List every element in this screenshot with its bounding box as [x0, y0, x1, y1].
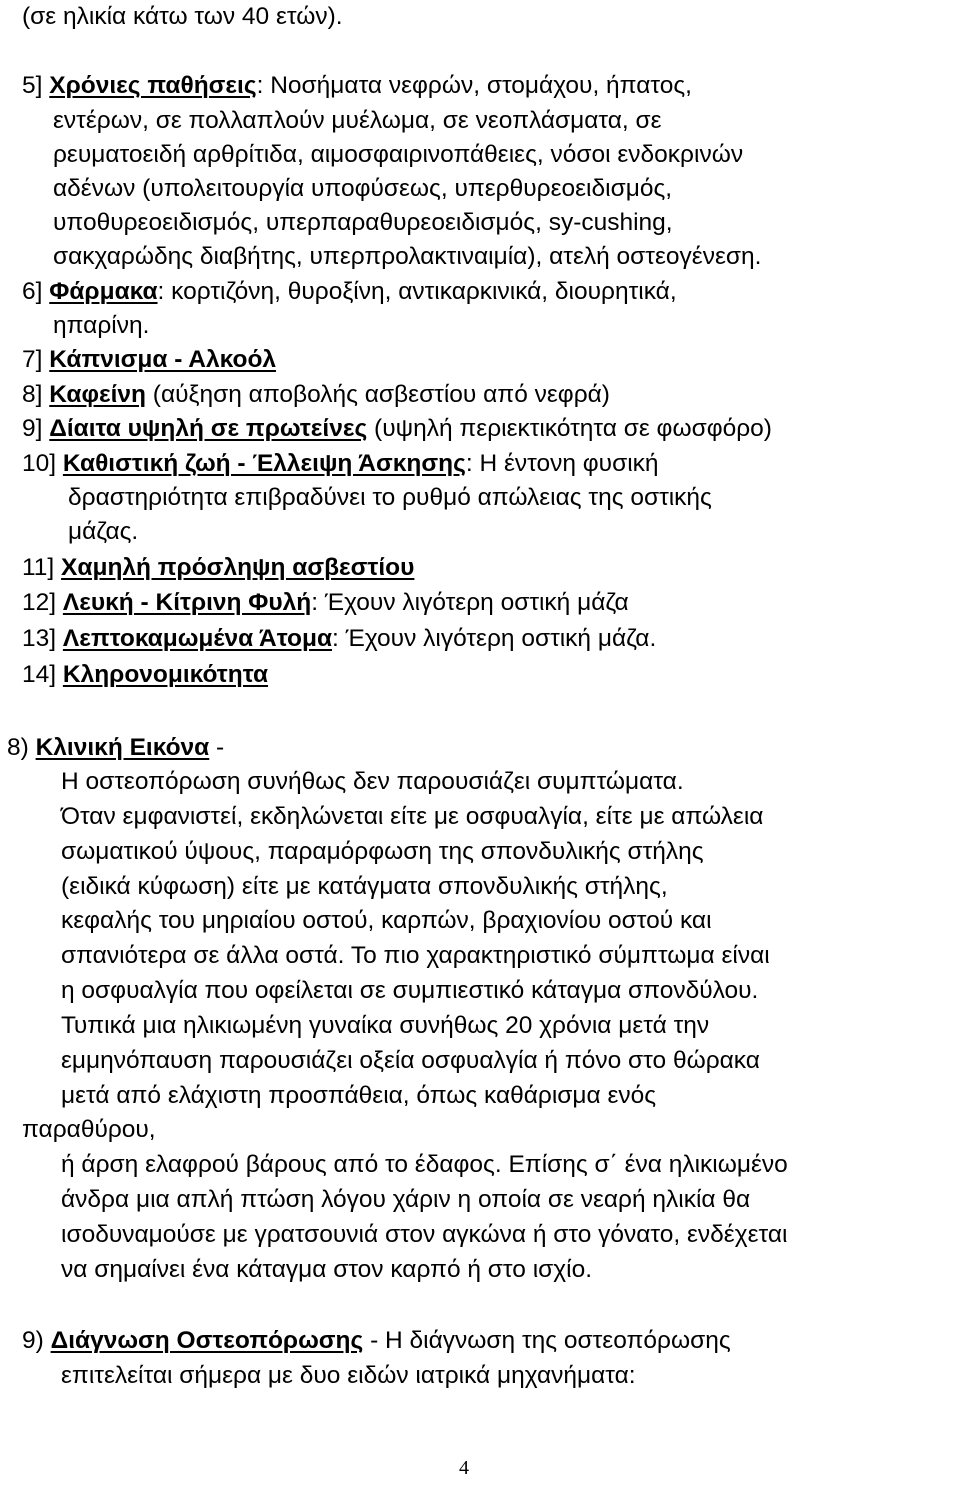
heading-term: Κάπνισμα - Αλκοόλ — [49, 346, 277, 373]
text-line — [61, 904, 712, 938]
heading-term: Κληρονομικότητα — [62, 661, 269, 688]
text-span: σωματικού ύψους, παραμόρφωση της σπονδυλικής στήλης — [61, 838, 704, 865]
text-line — [61, 939, 770, 973]
text-span: 5] — [22, 72, 50, 99]
text-span: ηπαρίνη. — [53, 312, 150, 339]
text-span: : κορτιζόνη, θυροξίνη, αντικαρκινικά, διουρητικά, — [157, 278, 677, 305]
heading-term: Καφείνη — [49, 381, 146, 408]
text-line — [22, 551, 414, 585]
text-span: ή άρση ελαφρού βάρους από το έδαφος. Επίσης σ΄ ένα ηλικιωμένο — [61, 1151, 788, 1178]
text-line — [61, 1359, 636, 1393]
text-line — [53, 104, 662, 138]
text-span: η οσφυαλγία που οφείλεται σε συμπιεστικό κάταγμα σπονδύλου. — [61, 977, 759, 1004]
text-span: 6] — [22, 278, 50, 305]
text-span: μετά από ελάχιστη προσπάθεια, όπως καθάρισμα ενός — [61, 1082, 657, 1109]
text-span: 9) — [22, 1327, 51, 1354]
text-line — [22, 275, 677, 309]
heading-term: Χρόνιες παθήσεις — [49, 72, 257, 99]
text-line — [53, 309, 149, 343]
text-line — [22, 378, 610, 412]
heading-term: Λευκή - Κίτρινη Φυλή — [62, 589, 312, 616]
text-line — [22, 447, 659, 481]
text-line — [61, 870, 668, 904]
text-span: ρευματοειδή αρθρίτιδα, αιμοσφαιρινοπάθειες, νόσοι ενδοκρινών — [53, 141, 744, 168]
text-line — [22, 0, 343, 34]
text-line — [7, 731, 224, 765]
text-span: - — [209, 734, 225, 761]
heading-term: Κλινική Εικόνα — [35, 734, 210, 761]
text-line — [22, 658, 268, 692]
text-span: 13] — [22, 625, 63, 652]
text-span: εντέρων, σε πολλαπλούν μυέλωμα, σε νεοπλάσματα, σε — [53, 107, 662, 134]
text-span: παραθύρου, — [22, 1116, 156, 1143]
text-span: - Η διάγνωση της οστεοπόρωσης — [363, 1327, 731, 1354]
text-span: 9] — [22, 415, 50, 442]
text-span: 14] — [22, 661, 63, 688]
text-line — [61, 1044, 760, 1078]
text-span: (ειδικά κύφωση) είτε με κατάγματα σπονδυλικής στήλης, — [61, 873, 668, 900]
text-span: 8] — [22, 381, 50, 408]
text-span: Η οστεοπόρωση συνήθως δεν παρουσιάζει συμπτώματα. — [61, 768, 684, 795]
text-line — [53, 172, 672, 206]
text-line — [61, 974, 758, 1008]
text-line — [22, 622, 656, 656]
text-span: (αύξηση αποβολής ασβεστίου από νεφρά) — [146, 381, 610, 408]
text-line — [22, 69, 692, 103]
text-span: 7] — [22, 346, 50, 373]
text-span: σπανιότερα σε άλλα οστά. Το πιο χαρακτηριστικό σύμπτωμα είναι — [61, 942, 770, 969]
text-line — [61, 1079, 656, 1113]
text-span: : Έχουν λιγότερη οστική μάζα. — [332, 625, 657, 652]
text-line — [22, 343, 276, 377]
text-span: : Νοσήματα νεφρών, στομάχου, ήπατος, — [256, 72, 692, 99]
text-line — [53, 206, 673, 240]
text-span: επιτελείται σήμερα με δυο ειδών ιατρικά μηχανήματα: — [61, 1362, 636, 1389]
heading-term: Χαμηλή πρόσληψη ασβεστίου — [61, 554, 415, 581]
text-line — [61, 1253, 592, 1287]
text-span: 12] — [22, 589, 63, 616]
text-span: 10] — [22, 450, 63, 477]
text-span: να σημαίνει ένα κάταγμα στον καρπό ή στο ισχίο. — [61, 1256, 592, 1283]
text-span: άνδρα μια απλή πτώση λόγου χάριν η οποία σε νεαρή ηλικία θα — [61, 1186, 751, 1213]
text-span: αδένων (υπολειτουργία υποφύσεως, υπερθυρεοειδισμός, — [53, 175, 673, 202]
text-line — [61, 1148, 788, 1182]
text-line — [61, 765, 684, 799]
text-span: : Έχουν λιγότερη οστική μάζα — [311, 589, 629, 616]
text-line — [22, 586, 629, 620]
text-line — [22, 412, 772, 446]
text-span: 8) — [7, 734, 36, 761]
text-line — [53, 240, 761, 274]
text-line — [61, 1183, 750, 1217]
heading-term: Φάρμακα — [49, 278, 158, 305]
text-line — [68, 515, 138, 549]
text-span: σακχαρώδης διαβήτης, υπερπρολακτιναιμία), ατελή οστεογένεση. — [53, 243, 762, 270]
text-span: Όταν εμφανιστεί, εκδηλώνεται είτε με οσφυαλγία, είτε με απώλεια — [61, 803, 764, 830]
text-span: : Η έντονη φυσική — [465, 450, 659, 477]
text-span: (σε ηλικία κάτω των 40 ετών). — [22, 3, 343, 30]
text-line — [22, 1113, 156, 1147]
heading-term: Διάγνωση Οστεοπόρωσης — [50, 1327, 364, 1354]
text-line — [61, 800, 763, 834]
text-line — [61, 835, 704, 869]
text-span: Τυπικά μια ηλικιωμένη γυναίκα συνήθως 20 χρόνια μετά την — [61, 1012, 710, 1039]
heading-term: Λεπτοκαμωμένα Άτομα — [62, 625, 333, 652]
text-span: μάζας. — [68, 518, 139, 545]
text-line — [53, 138, 743, 172]
text-span: κεφαλής του μηριαίου οστού, καρπών, βραχιονίου οστού και — [61, 907, 712, 934]
text-line — [68, 481, 712, 515]
text-span: δραστηριότητα επιβραδύνει το ρυθμό απώλειας της οστικής — [68, 484, 712, 511]
text-span: (υψηλή περιεκτικότητα σε φωσφόρο) — [367, 415, 772, 442]
heading-term: Καθιστική ζωή - Έλλειψη Άσκησης — [62, 450, 466, 477]
text-span: ισοδυναμούσε με γρατσουνιά στον αγκώνα ή στο γόνατο, ενδέχεται — [61, 1221, 788, 1248]
page-number: 4 — [459, 1457, 469, 1479]
text-line — [61, 1009, 709, 1043]
text-span: 11] — [22, 554, 62, 581]
heading-term: Δίαιτα υψηλή σε πρωτείνες — [49, 415, 368, 442]
text-line — [22, 1324, 731, 1358]
text-line — [61, 1218, 787, 1252]
text-span: υποθυρεοειδισμός, υπερπαραθυρεοειδισμός, sy-cushing, — [53, 209, 673, 236]
text-span: εμμηνόπαυση παρουσιάζει οξεία οσφυαλγία ή πόνο στο θώρακα — [61, 1047, 760, 1074]
